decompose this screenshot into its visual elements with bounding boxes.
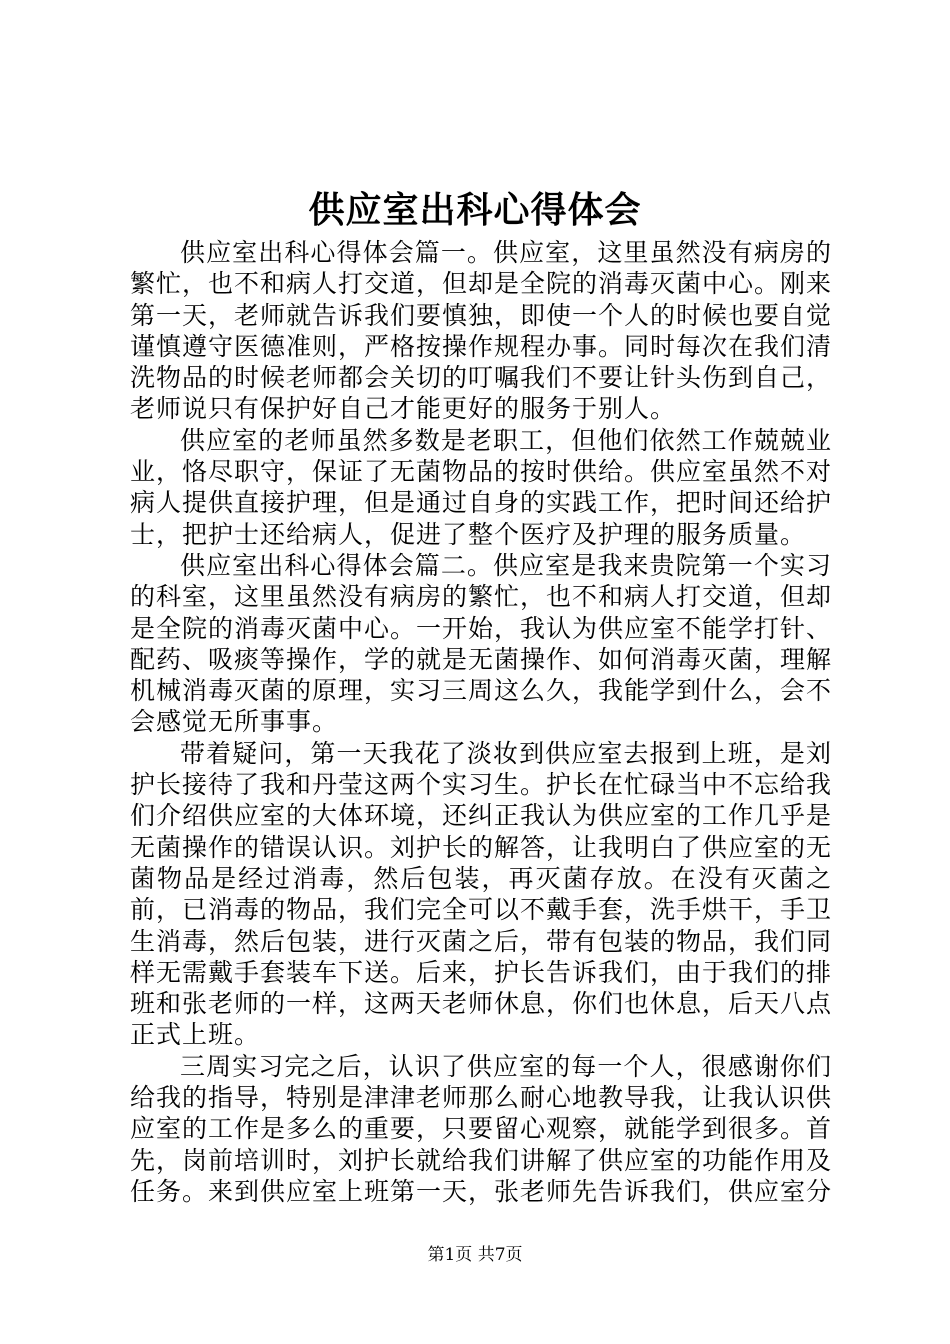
paragraph-4: 带着疑问，第一天我花了淡妆到供应室去报到上班，是刘护长接待了我和丹莹这两个实习生。护长在忙碌当中不忘给我们介绍供应室的大体环境，还纠正我认为供应室的工作几乎是无菌操作的错误认识。刘护长的解答，让我明白了供应室的无菌物品是经过消毒，然后包装，再灭菌存放。在没有灭菌之前，已消毒的物品，我们完全可以不戴手套，洗手烘干，手卫生消毒，然后包装，进行灭菌之后，带有包装的物品，我们同样无需戴手套装车下送。后来，护长告诉我们，由于我们的排班和张老师的一样，这两天老师休息，你们也休息，后天八点正式上班。 — [130, 738, 833, 1050]
paragraph-1: 供应室出科心得体会篇一。供应室，这里虽然没有病房的繁忙，也不和病人打交道，但却是全院的消毒灭菌中心。刚来第一天，老师就告诉我们要慎独，即使一个人的时候也要自觉谨慎遵守医德准则，严格按操作规程办事。同时每次在我们清洗物品的时候老师都会关切的叮嘱我们不要让针头伤到自己，老师说只有保护好自己才能更好的服务于别人。 — [130, 238, 833, 424]
paragraph-3: 供应室出科心得体会篇二。供应室是我来贵院第一个实习的科室，这里虽然没有病房的繁忙，也不和病人打交道，但却是全院的消毒灭菌中心。一开始，我认为供应室不能学打针、配药、吸痰等操作，学的就是无菌操作、如何消毒灭菌，理解机械消毒灭菌的原理，实习三周这么久，我能学到什么，会不会感觉无所事事。 — [130, 550, 833, 737]
document-body — [130, 237, 832, 1207]
paragraph-5: 三周实习完之后，认识了供应室的每一个人，很感谢你们给我的指导，特别是津津老师那么耐心地教导我，让我认识供应室的工作是多么的重要，只要留心观察，就能学到很多。首先，岗前培训时，刘护长就给我们讲解了供应室的功能作用及任务。来到供应室上班第一天，张老师先告诉我们，供应室分 — [130, 1051, 833, 1206]
page-number-footer: 第1页 共7页 — [427, 1245, 523, 1265]
document-title: 供应室出科心得体会 — [308, 189, 642, 231]
paragraph-2: 供应室的老师虽然多数是老职工，但他们依然工作兢兢业业，恪尽职守，保证了无菌物品的按时供给。供应室虽然不对病人提供直接护理，但是通过自身的实践工作，把时间还给护士，把护士还给病人，促进了整个医疗及护理的服务质量。 — [130, 425, 833, 549]
